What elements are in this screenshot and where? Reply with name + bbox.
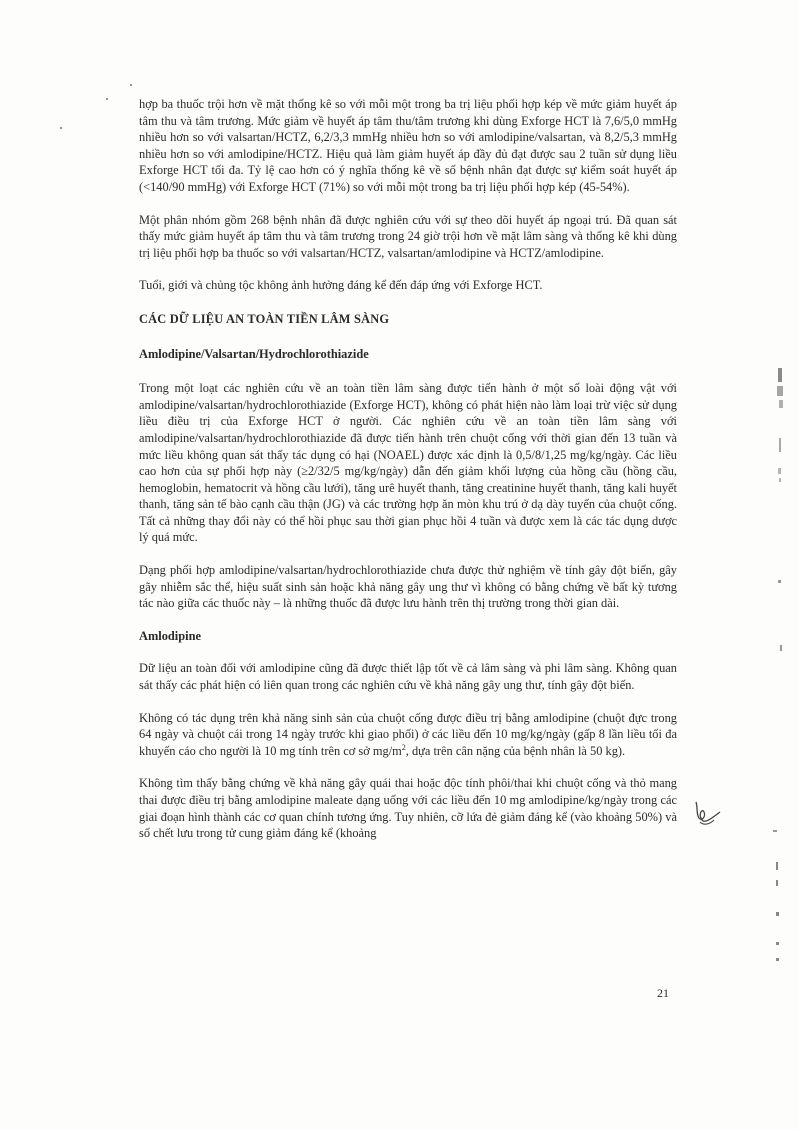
paragraph-amlodipine-fertility: Không có tác dụng trên khả năng sinh sản của chuột cống được điều trị bằng amlodipine (chuột đực trong 64 ngày và chuột cái trong 14 ngày trước khi giao phối) ở các liều đến 10 mg/kg/ngày (gấp 8 lần liều tối đa khuyến cáo cho người là 10 mg tính trên cơ sở $mg/m^2$, dựa trên cân nặng của bệnh nhân là 50 kg). <box>139 710 677 758</box>
scan-speck <box>60 127 62 129</box>
section-heading-preclinical: CÁC DỮ LIỆU AN TOÀN TIỀN LÂM SÀNG <box>139 311 390 326</box>
initials-mark <box>690 798 724 832</box>
scan-speck <box>130 84 132 86</box>
document-body <box>139 96 677 858</box>
paragraph-ambulatory-bp: Một phân nhóm gồm 268 bệnh nhân đã được nghiên cứu với sự theo dõi huyết áp ngoại trú. Đã quan sát thấy mức giảm huyết áp tâm thu và tâm trương trong 24 giờ trội hơn về mặt lâm sàng và thống kê khi dùng trị liệu phối hợp ba thuốc so với valsartan/HCTZ, valsartan/amlodipine và HCTZ/amlodipine. <box>139 212 677 260</box>
scan-speck <box>106 98 108 100</box>
paragraph-combination-untested: Dạng phối hợp amlodipine/valsartan/hydrochlorothiazide chưa được thử nghiệm về tính gây đột biến, gây gãy nhiễm sắc thể, hiệu suất sinh sản hoặc khả năng gây ung thư vì không có bằng chứng về bất kỳ tương tác nào giữa các thuốc này – là những thuốc đã được lưu hành trên thị trường trong thời gian dài. <box>139 563 677 611</box>
page-number: 21 <box>657 986 669 1000</box>
subheading-amlodipine: Amlodipine <box>139 628 201 643</box>
paragraph-amlodipine-safety: Dữ liệu an toàn đối với amlodipine cũng đã được thiết lập tốt về cả lâm sàng và phi lâm sàng. Không quan sát thấy các phát hiện có liên quan trong các nghiên cứu về khả năng gây ung thư, tính gây đột biến. <box>139 661 677 693</box>
paragraph-efficacy: hợp ba thuốc trội hơn về mặt thống kê so với mỗi một trong ba trị liệu phối hợp kép về mức giảm huyết áp tâm thu và tâm trương. Mức giảm về huyết áp tâm thu/tâm trương khi dùng Exforge HCT là 7,6/5,0 mmHg nhiều hơn so với valsartan/HCTZ, 6,2/3,3 mmHg nhiều hơn so với amlodipine/valsartan, và 8,2/5,3 mmHg nhiều hơn so với amlodipine/HCTZ. Hiệu quả làm giảm huyết áp đầy đủ đạt được sau 2 tuần sử dụng liều Exforge HCT tối đa. Tỷ lệ cao hơn có ý nghĩa thống kê về số bệnh nhân đạt được sự kiểm soát huyết áp (<140/90 mmHg) với Exforge HCT (71%) so với mỗi một trong ba trị liệu phối hợp kép (45-54%). <box>139 97 677 194</box>
subheading-combination: Amlodipine/Valsartan/Hydrochlorothiazide <box>139 346 369 361</box>
paragraph-demographics: Tuổi, giới và chủng tộc không ảnh hưởng đáng kể đến đáp ứng với Exforge HCT. <box>139 278 543 293</box>
paragraph-preclinical-studies: Trong một loạt các nghiên cứu về an toàn tiền lâm sàng được tiến hành ở một số loài động vật với amlodipine/valsartan/hydrochlorothiazide (Exforge HCT), không có phát hiện nào làm loại trừ việc sử dụng liều điều trị của Exforge HCT ở người. Các nghiên cứu về an toàn tiền lâm sàng với amlodipine/valsartan/hydrochlorothiazide đã được tiến hành trên chuột cống với thời gian đến 13 tuần và mức liều không quan sát thấy tác dụng có hại (NOAEL) được xác định là 0,5/8/1,25 mg/kg/ngày. Các liều cao hơn của sự phối hợp này (≥2/32/5 mg/kg/ngày) dẫn đến giảm khối lượng của hồng cầu (hồng cầu, hemoglobin, hematocrit và hồng cầu lưới), tăng urê huyết thanh, tăng creatinine huyết thanh, tăng kali huyết thanh, tăng sản tế bào cạnh cầu thận (JG) và các trường hợp ăn mòn khu trú ở dạ dày tuyến của chuột cống. Tất cả những thay đổi này có thể hồi phục sau thời gian phục hồi 4 tuần và được xem là các tác dụng dược lý quá mức. <box>139 381 677 545</box>
paragraph-amlodipine-teratogenicity: Không tìm thấy bằng chứng về khả năng gây quái thai hoặc độc tính phôi/thai khi chuột cống và thỏ mang thai được điều trị bằng amlodipine maleate dạng uống với các liều đến 10 mg amlodipine/kg/ngày trong các giai đoạn hình thành các cơ quan chính tương ứng. Tuy nhiên, cỡ lứa đẻ giảm đáng kể (vào khoảng 50%) và số chết lưu trong tử cung giảm đáng kể (khoảng <box>139 776 677 841</box>
